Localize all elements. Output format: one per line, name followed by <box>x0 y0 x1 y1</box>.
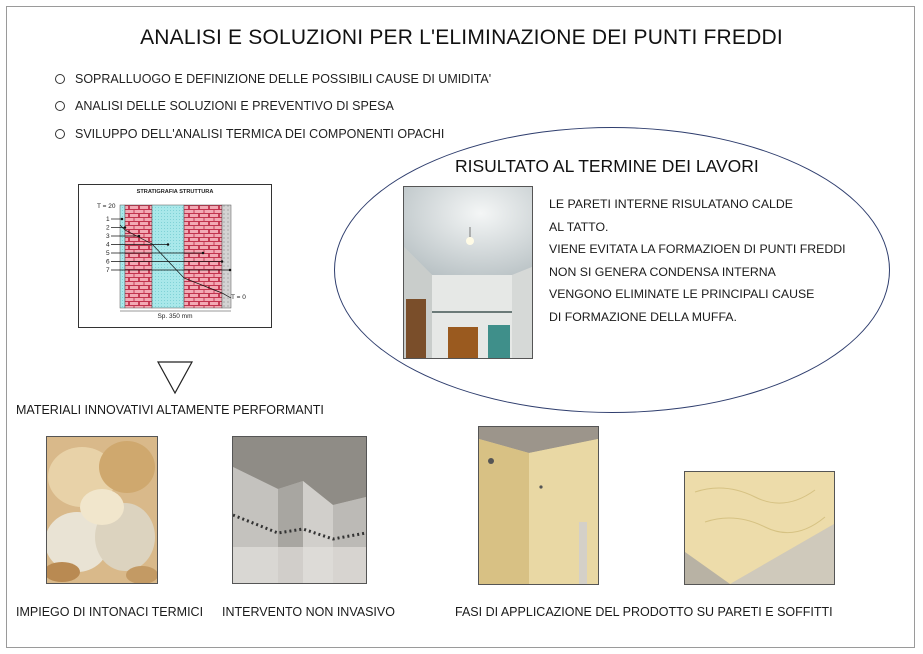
materials-heading: MATERIALI INNOVATIVI ALTAMENTE PERFORMANTI <box>16 403 324 417</box>
result-line: DI FORMAZIONE DELLA MUFFA. <box>549 309 737 324</box>
result-line: NON SI GENERA CONDENSA INTERNA <box>549 264 776 279</box>
inner-brick-layer <box>125 205 152 308</box>
outside-temperature: T = 0 <box>231 294 246 301</box>
layer-number: 4 <box>106 241 110 249</box>
wall-thickness: Sp. 350 mm <box>157 313 193 320</box>
outer-brick-layer <box>184 205 222 308</box>
result-line: AL TATTO. <box>549 219 609 234</box>
result-line: VENGONO ELIMINATE LE PRINCIPALI CAUSE <box>549 287 815 301</box>
circle-bullet-icon <box>55 129 65 139</box>
non-invasive-intervention-photo <box>232 436 367 584</box>
step-item <box>55 127 444 141</box>
finished-room-photo <box>403 186 533 359</box>
caption-application-phases: FASI DI APPLICAZIONE DEL PRODOTTO SU PARETI E SOFFITTI <box>455 605 833 619</box>
down-triangle-icon <box>156 360 194 396</box>
step-label: SOPRALLUOGO E DEFINIZIONE DELLE POSSIBILI CAUSE DI UMIDITA' <box>75 72 492 86</box>
thermal-plaster-photo <box>46 436 158 584</box>
stratigraphy-diagram <box>78 184 272 328</box>
result-title: RISULTATO AL TERMINE DEI LAVORI <box>455 156 759 176</box>
result-line: LE PARETI INTERNE RISULATANO CALDE <box>549 197 793 211</box>
step-label: SVILUPPO DELL'ANALISI TERMICA DEI COMPONENTI OPACHI <box>75 127 445 141</box>
caption-thermal-plaster: IMPIEGO DI INTONACI TERMICI <box>16 605 204 619</box>
ceiling-application-photo <box>684 471 835 585</box>
step-item <box>55 72 491 86</box>
step-label: ANALISI DELLE SOLUZIONI E PREVENTIVO DI SPESA <box>75 99 394 113</box>
layer-number: 2 <box>106 224 110 232</box>
page-title: ANALISI E SOLUZIONI PER L'ELIMINAZIONE DEI PUNTI FREDDI <box>140 26 783 49</box>
layer-number: 5 <box>106 250 110 257</box>
layer-number: 1 <box>106 216 110 223</box>
insulation-layer <box>152 205 184 308</box>
step-item <box>55 99 394 113</box>
result-line: VIENE EVITATA LA FORMAZIOEN DI PUNTI FREDDI <box>549 242 846 256</box>
layer-number: 3 <box>106 233 110 240</box>
wall-application-photo <box>478 426 599 585</box>
circle-bullet-icon <box>55 74 65 84</box>
circle-bullet-icon <box>55 101 65 111</box>
inner-plaster-layer <box>120 205 125 308</box>
layer-number: 6 <box>106 258 110 266</box>
result-description <box>549 193 846 328</box>
caption-non-invasive: INTERVENTO NON INVASIVO <box>222 605 395 619</box>
outer-plaster-layer <box>222 205 231 308</box>
stratigraphy-drawing <box>79 185 271 327</box>
inside-temperature: T = 20 <box>97 203 116 210</box>
layer-number: 7 <box>106 267 110 274</box>
diagram-title: STRATIGRAFIA STRUTTURA <box>136 189 214 195</box>
